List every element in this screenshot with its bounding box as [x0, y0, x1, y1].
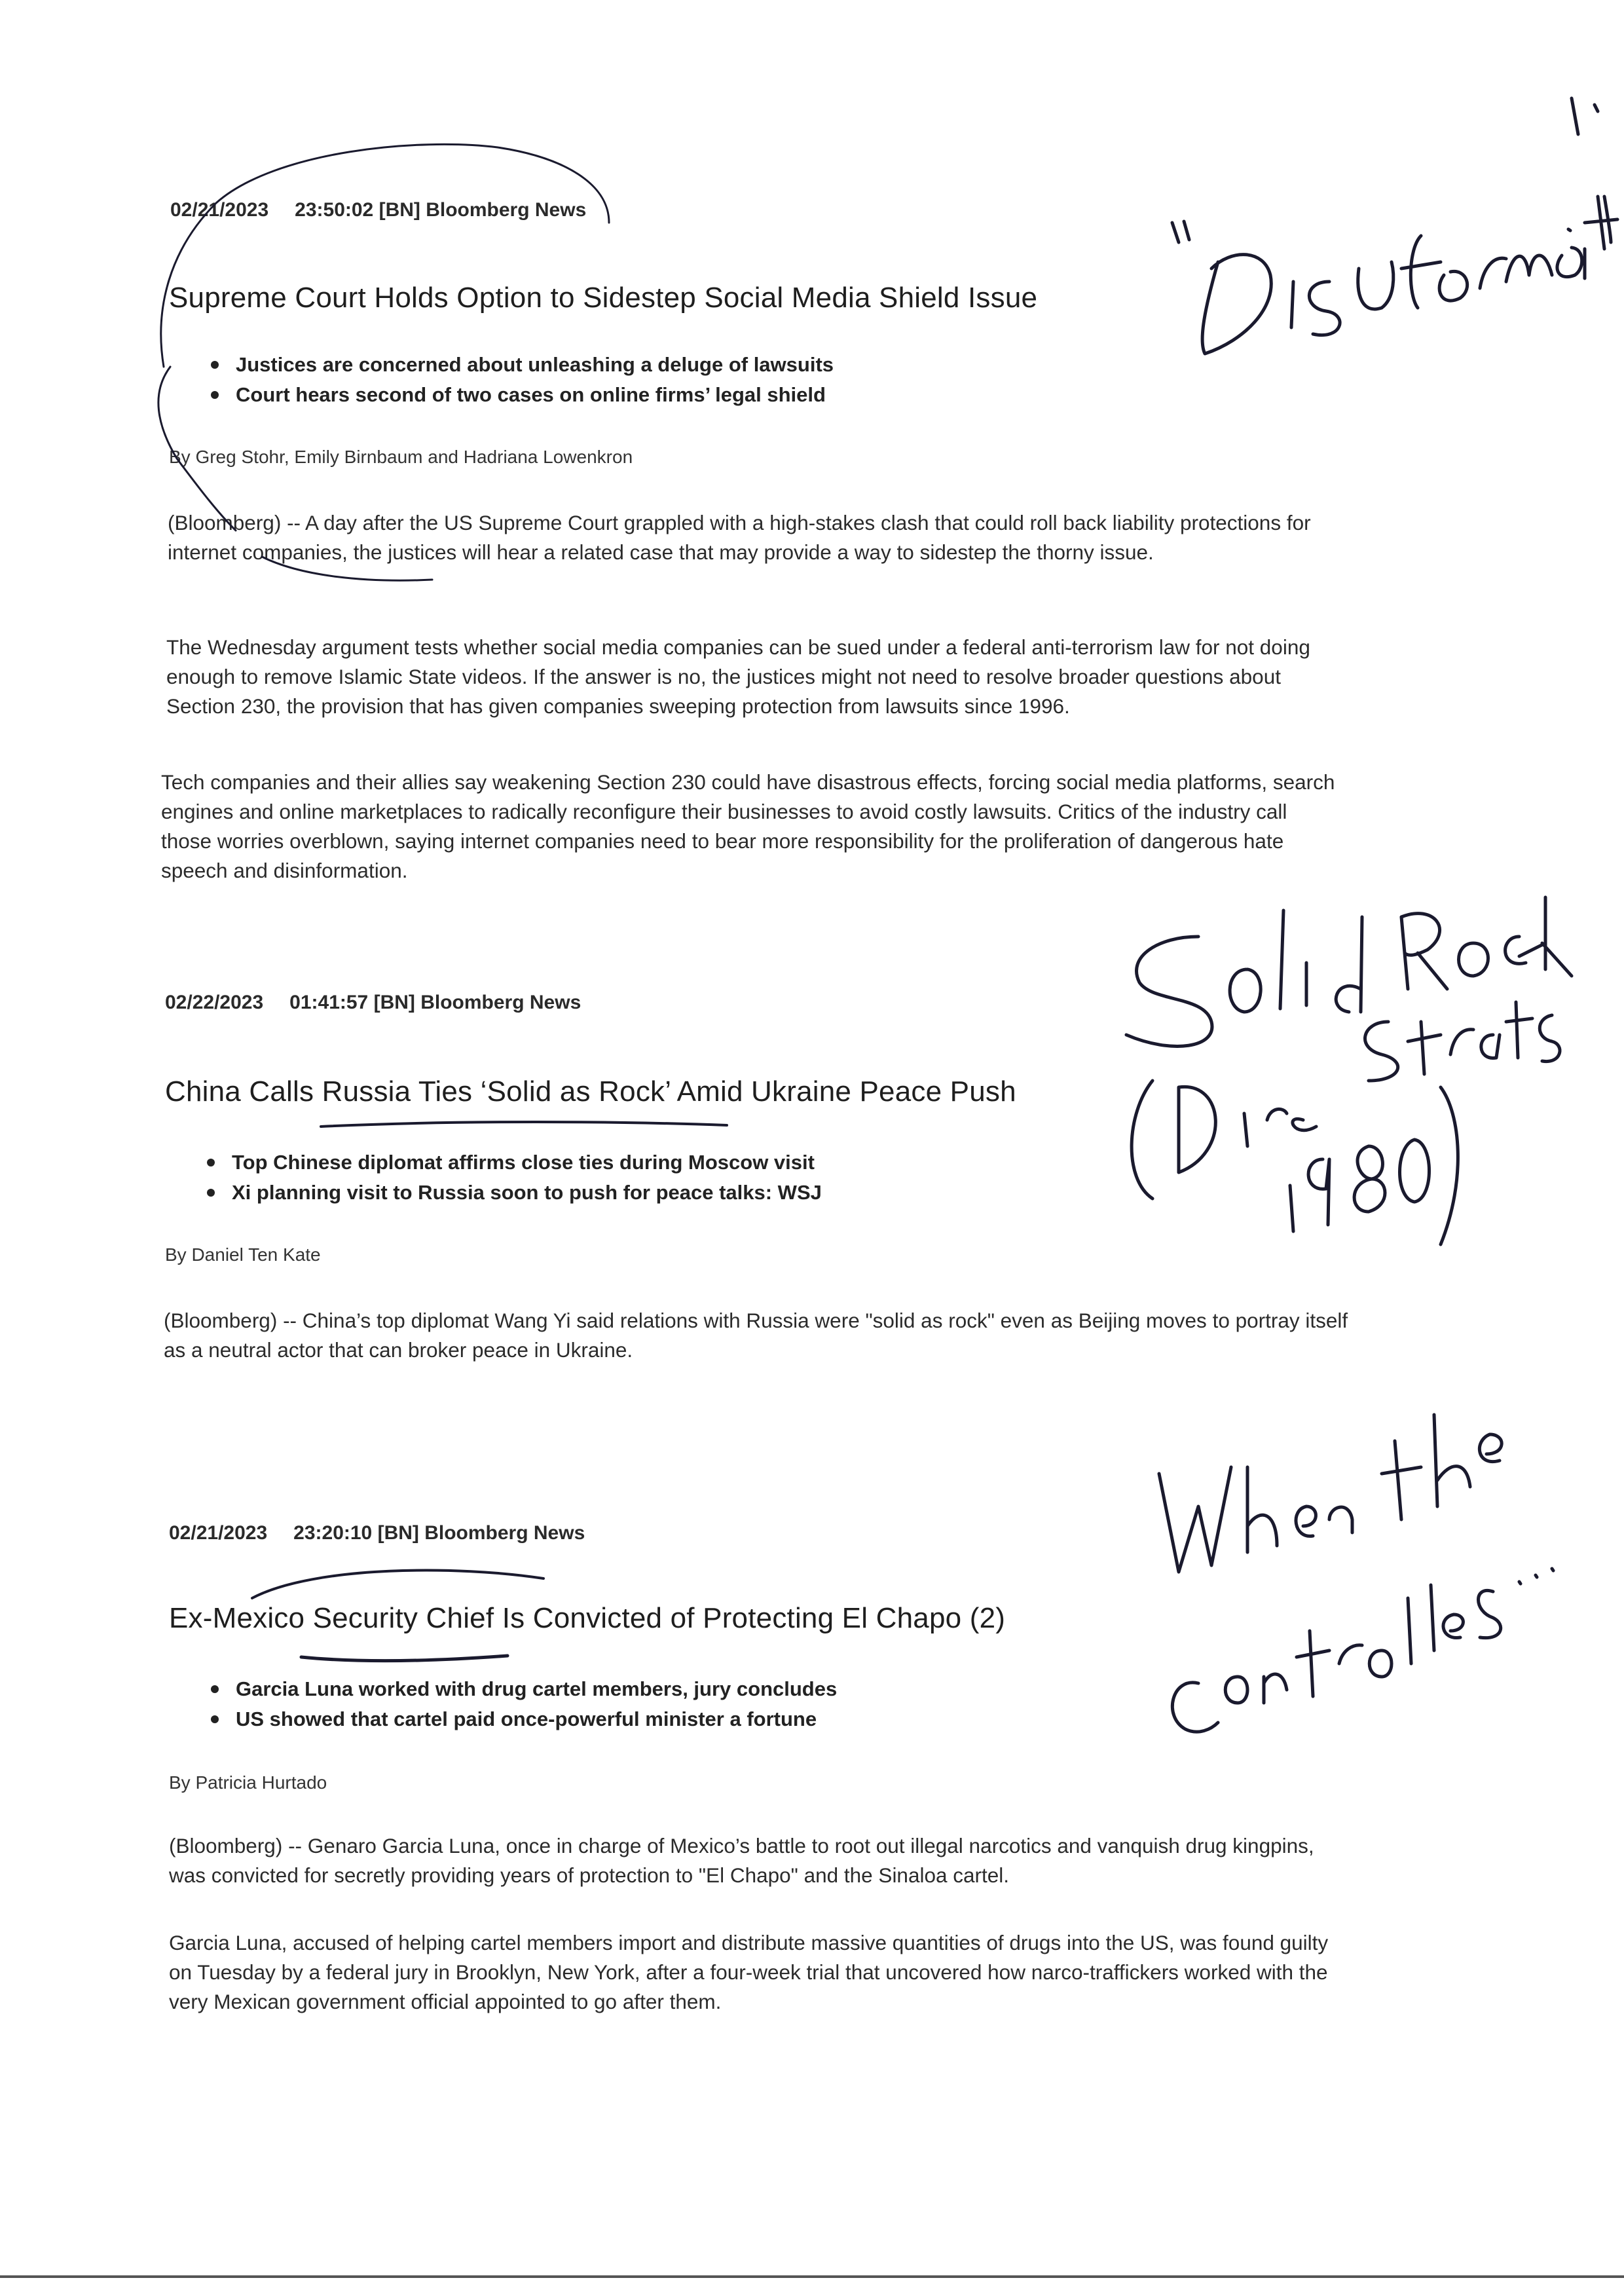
article-2-paragraph-1: (Bloomberg) -- China’s top diplomat Wang Yi said relations with Russia were "solid as rock" even as Beijing moves to portray itself as a neutral actor that can broker peace in Ukraine. — [164, 1309, 1348, 1362]
article-2-byline: By Daniel Ten Kate — [165, 1244, 321, 1265]
article-2-date: 02/22/2023 — [165, 992, 264, 1013]
article-1-dateline — [170, 199, 586, 221]
article-1-date: 02/21/2023 — [170, 199, 269, 221]
article-1-paragraph-2: The Wednesday argument tests whether social media companies can be sued under a federal anti-terrorism law for not doing enough to remove Islamic State videos. If the answer is no, the justices might not need to resolve broader questions about Section 230, the provision that has given companies sweeping protection from lawsuits since 1996. — [166, 635, 1310, 718]
ink-underline-chief — [301, 1656, 507, 1661]
bullet-item: Court hears second of two cases on online firms’ legal shield — [208, 380, 834, 410]
bullet-item: Justices are concerned about unleashing a deluge of lawsuits — [208, 350, 834, 380]
article-3-date: 02/21/2023 — [169, 1522, 268, 1544]
article-1-paragraph-1: (Bloomberg) -- A day after the US Supreme Court grappled with a high-stakes clash that could roll back liability protections for internet companies, the justices will hear a related case that may provide a way to sidestep the thorny issue. — [168, 511, 1311, 564]
ink-underline-solid-rock — [321, 1122, 727, 1127]
article-1-byline: By Greg Stohr, Emily Birnbaum and Hadriana Lowenkron — [169, 447, 633, 467]
article-2-headline: China Calls Russia Ties ‘Solid as Rock’ Amid Ukraine Peace Push — [165, 1075, 1016, 1108]
ink-overline-security-chief — [252, 1571, 544, 1598]
bullet-item: US showed that cartel paid once-powerful minister a fortune — [208, 1704, 837, 1734]
article-3-paragraph-1: (Bloomberg) -- Genaro Garcia Luna, once in charge of Mexico’s battle to root out illegal narcotics and vanquish drug kingpins, was convicted for secretly providing years of protection to "El Chapo" and the Sinaloa cartel. — [169, 1834, 1314, 1887]
article-3-headline: Ex-Mexico Security Chief Is Convicted of Protecting El Chapo (2) — [169, 1602, 1006, 1634]
article-3-time-source: 23:20:10 [BN] Bloomberg News — [293, 1522, 585, 1544]
article-1-paragraph-3: Tech companies and their allies say weakening Section 230 could have disastrous effects, forcing social media platforms, search engines and online marketplaces to radically reconfigure their businesses to avoid costly lawsuits. Critics of the industry call those worries overblown, saying internet companies need to bear more responsibility for the proliferation of dangerous hate speech and disinformation. — [161, 770, 1335, 882]
bullet-item: Xi planning visit to Russia soon to push for peace talks: WSJ — [204, 1178, 822, 1208]
ink-note-disinformation — [1172, 196, 1624, 354]
ink-note-controllers — [1159, 1415, 1553, 1732]
article-3-bullets — [208, 1674, 837, 1734]
ink-note-mark-top-right — [1572, 98, 1598, 134]
article-1-headline: Supreme Court Holds Option to Sidestep Social Media Shield Issue — [169, 282, 1038, 314]
article-2-bullets — [204, 1148, 822, 1208]
article-3-dateline — [169, 1522, 585, 1544]
bullet-item: Top Chinese diplomat affirms close ties during Moscow visit — [204, 1148, 822, 1178]
article-2-dateline — [165, 992, 581, 1014]
bullet-item: Garcia Luna worked with drug cartel members, jury concludes — [208, 1674, 837, 1704]
article-3-byline: By Patricia Hurtado — [169, 1772, 327, 1793]
article-3-paragraph-2: Garcia Luna, accused of helping cartel members import and distribute massive quantities of drugs into the US, was found guilty on Tuesday by a federal jury in Brooklyn, New York, after a four-week trial that uncovered how narco-traffickers worked with the very Mexican government official appointed to go after them. — [169, 1931, 1329, 2013]
ink-note-solid-rock — [1126, 897, 1572, 1244]
page-bottom-edge — [0, 2275, 1624, 2278]
article-1-time-source: 23:50:02 [BN] Bloomberg News — [295, 199, 587, 221]
article-1-bullets — [208, 350, 834, 410]
ink-arc-article-1 — [161, 144, 609, 367]
article-2-time-source: 01:41:57 [BN] Bloomberg News — [289, 992, 581, 1013]
